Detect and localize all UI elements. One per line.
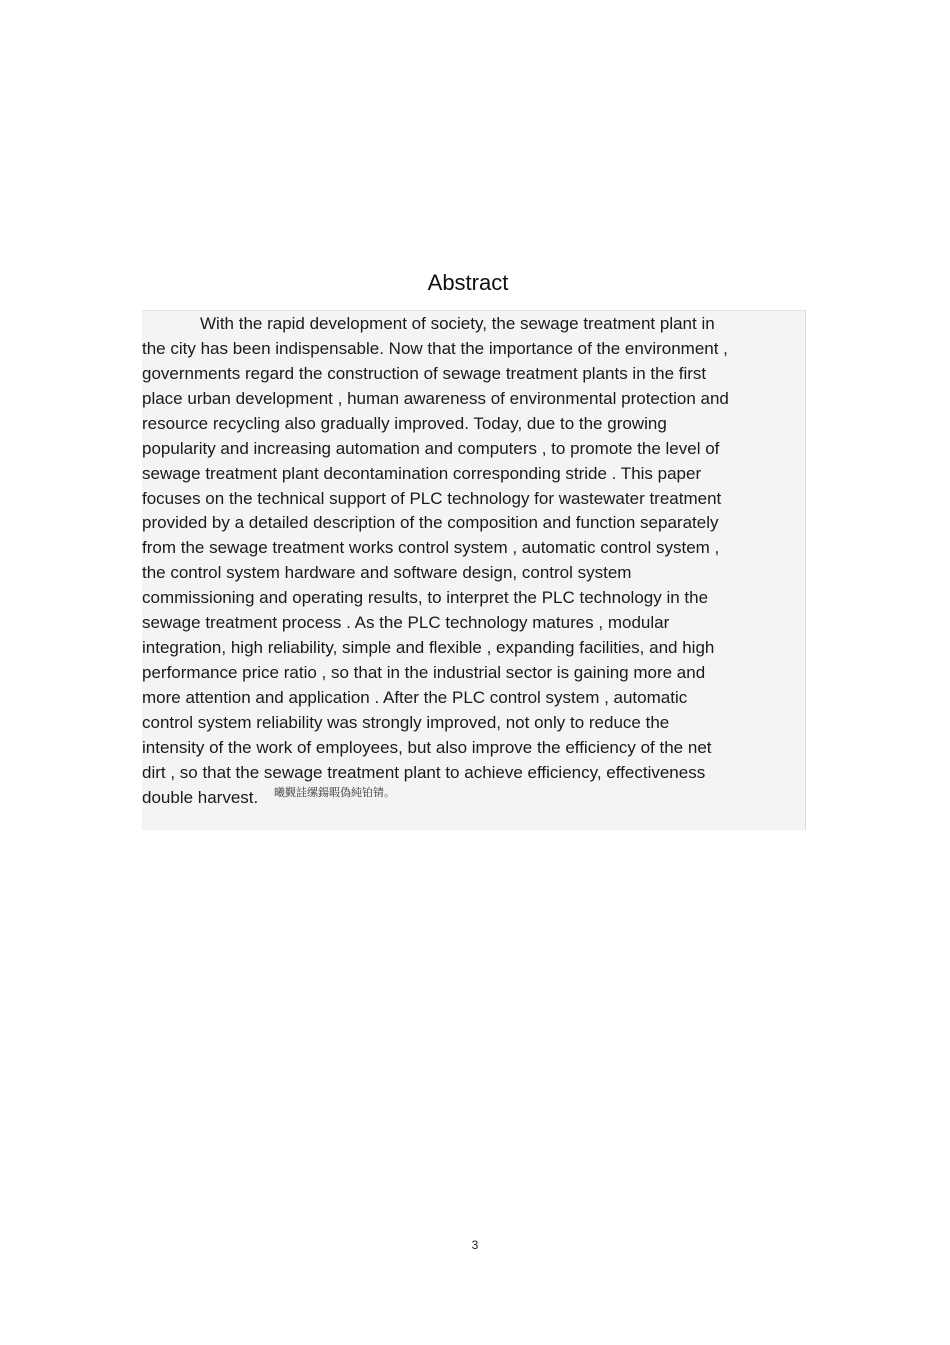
page-number: 3 xyxy=(471,1238,479,1252)
abstract-line: double harvest. xyxy=(142,788,259,807)
abstract-line: popularity and increasing automation and computers , to promote the level of xyxy=(142,439,720,458)
abstract-line: With the rapid development of society, the sewage treatment plant in xyxy=(200,314,715,333)
abstract-line: focuses on the technical support of PLC technology for wastewater treatment xyxy=(142,489,722,508)
abstract-line: commissioning and operating results, to interpret the PLC technology in the xyxy=(142,588,709,607)
abstract-line: place urban development , human awareness of environmental protection and xyxy=(142,389,729,408)
abstract-line: dirt , so that the sewage treatment plant to achieve efficiency, effectiveness xyxy=(142,763,706,782)
abstract-line: performance price ratio , so that in the industrial sector is gaining more and xyxy=(142,663,706,682)
abstract-heading: Abstract xyxy=(427,270,509,295)
abstract-line: from the sewage treatment works control system , automatic control system , xyxy=(142,538,720,557)
abstract-line: the city has been indispensable. Now that the importance of the environment , xyxy=(142,339,728,358)
abstract-text-block xyxy=(142,310,806,830)
abstract-line: integration, high reliability, simple and flexible , expanding facilities, and high xyxy=(142,638,715,657)
abstract-line: control system reliability was strongly improved, not only to reduce the xyxy=(142,713,670,732)
abstract-line: sewage treatment plant decontamination corresponding stride . This paper xyxy=(142,464,702,483)
abstract-line: intensity of the work of employees, but also improve the efficiency of the net xyxy=(142,738,712,757)
garbled-characters: 曦觐詿缧鍚暇偽純铂锖。 xyxy=(274,786,395,799)
abstract-line: sewage treatment process . As the PLC technology matures , modular xyxy=(142,613,670,632)
abstract-line: more attention and application . After the PLC control system , automatic xyxy=(142,688,688,707)
abstract-line: governments regard the construction of sewage treatment plants in the first xyxy=(142,364,707,383)
abstract-line: provided by a detailed description of the composition and function separately xyxy=(142,513,719,532)
abstract-line: resource recycling also gradually improved. Today, due to the growing xyxy=(142,414,667,433)
abstract-line: the control system hardware and software design, control system xyxy=(142,563,632,582)
